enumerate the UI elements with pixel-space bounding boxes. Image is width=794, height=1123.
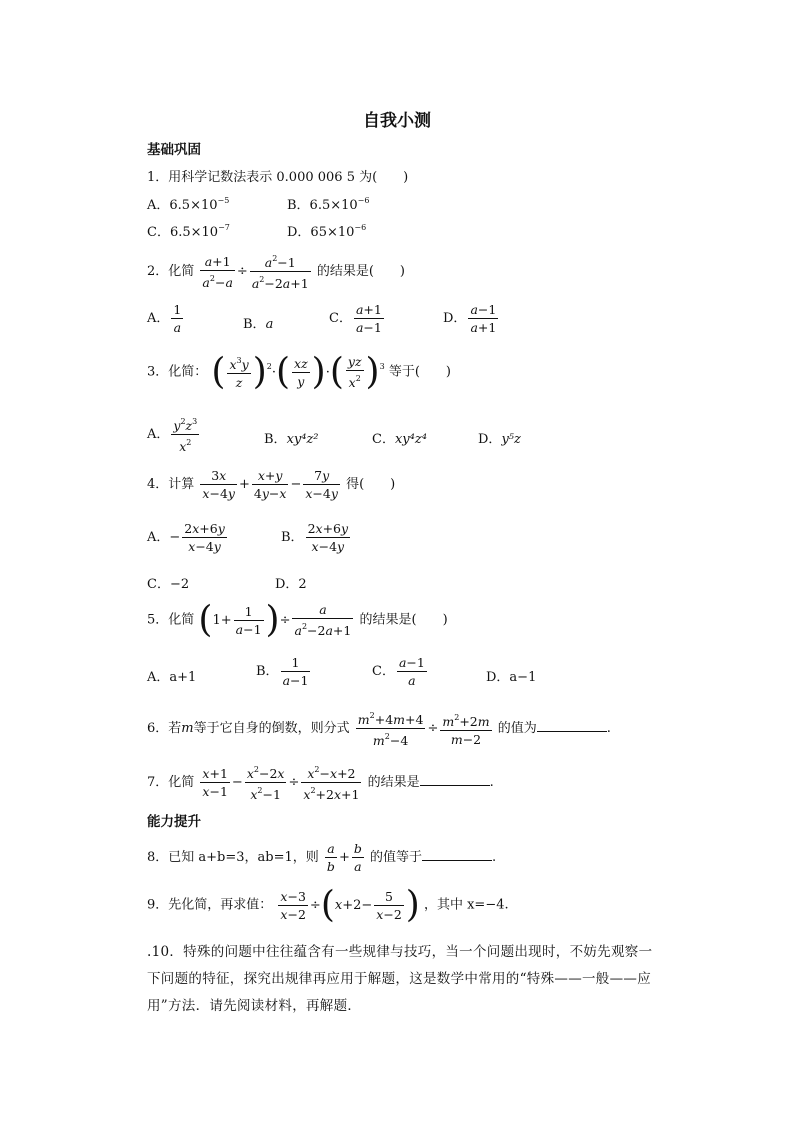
q3-option-a: A． $\frac{y^2z^3}{x^2}$ [147,414,201,455]
q3-option-b: B．xy⁴z² [264,432,319,447]
q4-option-b: B． $\frac{2x+6y}{x-4y}$ [281,521,349,554]
question-9: 9．先化简，再求值： $\frac{x-3}{x-2}$ ÷(x+2− $\frac{5}{x-2}$ ) ，其中 x=−4. [147,884,509,925]
q5-option-d: D．a−1 [486,670,537,685]
question-10: .10．特殊的问题中往往蕴含有一些规律与技巧，当一个问题出现时，不妨先观察一下问题的特征，探究出规律再应用于解题，这是数学中常用的“特殊——一般——应用”方法．请先阅读材料，再解题． [147,944,653,1014]
question-4: 4．计算 $\frac{3x}{x-4y}$ + $\frac{x+y}{4y-x}$ − $\frac{7y}{x-4y}$ 得( ) [147,468,396,501]
q2-option-a: A． $\frac{1}{a}$ [147,302,182,335]
q7-answer-blank[interactable] [420,775,490,786]
q3-expression: ( $\frac{x^3y}{z}$ )$^2$·( $\frac{xz}{y}$ )·( $\frac{yz}{x^2}$ )$^3$ [211,351,385,393]
q7-expression: $\frac{x+1}{x-1}$ − $\frac{x^2-2x}{x^2-1}$ ÷ $\frac{x^2-x+2}{x^2+2x+1}$ [198,775,363,790]
q8-answer-blank[interactable] [422,850,492,861]
q2-option-c: C． $\frac{a+1}{a-1}$ [329,302,382,335]
section-advanced: 能力提升 [147,814,201,830]
q1-option-d: D．$65\times 10^{-6}$ [287,222,367,240]
question-1: 1．用科学记数法表示 0.000 006 5 为( ) [147,170,409,185]
page-title: 自我小测 [363,111,431,131]
question-5: 5．化简 (1+ $\frac{1}{a-1}$ )÷ $\frac{a}{a^2-2a+1}$ 的结果是( ) [147,599,448,641]
q1-option-a: A．$6.5\times 10^{-5}$ [147,195,230,213]
q5-option-c: C． $\frac{a-1}{a}$ [372,655,425,688]
q1-option-c: C．$6.5\times 10^{-7}$ [147,222,230,240]
question-6: 6．若m等于它自身的倒数，则分式 $\frac{m^2+4m+4}{m^2-4}$ ÷ $\frac{m^2+2m}{m-2}$ 的值为 . [147,708,611,749]
q5-option-a: A．a+1 [147,670,197,685]
q4-expression: $\frac{3x}{x-4y}$ + $\frac{x+y}{4y-x}$ − $\frac{7y}{x-4y}$ [202,468,338,501]
q5-option-b: B． $\frac{1}{a-1}$ [256,655,309,688]
q3-option-d: D．y⁵z [478,432,521,447]
q6-expression: $\frac{m^2+4m+4}{m^2-4}$ ÷ $\frac{m^2+2m}{m-2}$ [354,721,494,736]
q8-expression: $\frac{a}{b}$ + $\frac{b}{a}$ [326,841,362,874]
q5-expression: (1+ $\frac{1}{a-1}$ )÷ $\frac{a}{a^2-2a+1}$ [198,599,352,641]
question-2: 2．化简 $\frac{a+1}{a^2-a}$ ÷ $\frac{a^2-1}{a^2-2a+1}$ 的结果是( ) [147,251,405,292]
question-3: 3．化简： ( $\frac{x^3y}{z}$ )$^2$·( $\frac{xz}{y}$ )·( $\frac{yz}{x^2}$ )$^3$ 等于( ) [147,351,451,393]
question-8: 8．已知 a+b=3，ab=1，则 $\frac{a}{b}$ + $\frac{b}{a}$ 的值等于 . [147,841,497,874]
question-7: 7．化简 $\frac{x+1}{x-1}$ − $\frac{x^2-2x}{x^2-1}$ ÷ $\frac{x^2-x+2}{x^2+2x+1}$ 的结果是 . [147,762,494,803]
q3-option-c: C．xy⁴z⁴ [372,432,427,447]
q9-expression: $\frac{x-3}{x-2}$ ÷(x+2− $\frac{5}{x-2}$ ) [280,884,420,925]
q2-option-b: B．a [243,317,274,332]
q4-option-d: D．2 [275,577,307,592]
q4-option-c: C．−2 [147,577,190,592]
section-basic: 基础巩固 [147,142,201,158]
q6-answer-blank[interactable] [537,721,607,732]
q4-option-a: A．− $\frac{2x+6y}{x-4y}$ [147,521,225,554]
q2-option-d: D． $\frac{a-1}{a+1}$ [443,302,497,335]
q1-option-b: B．$6.5\times 10^{-6}$ [287,195,370,213]
q2-expression: $\frac{a+1}{a^2-a}$ [202,253,233,290]
